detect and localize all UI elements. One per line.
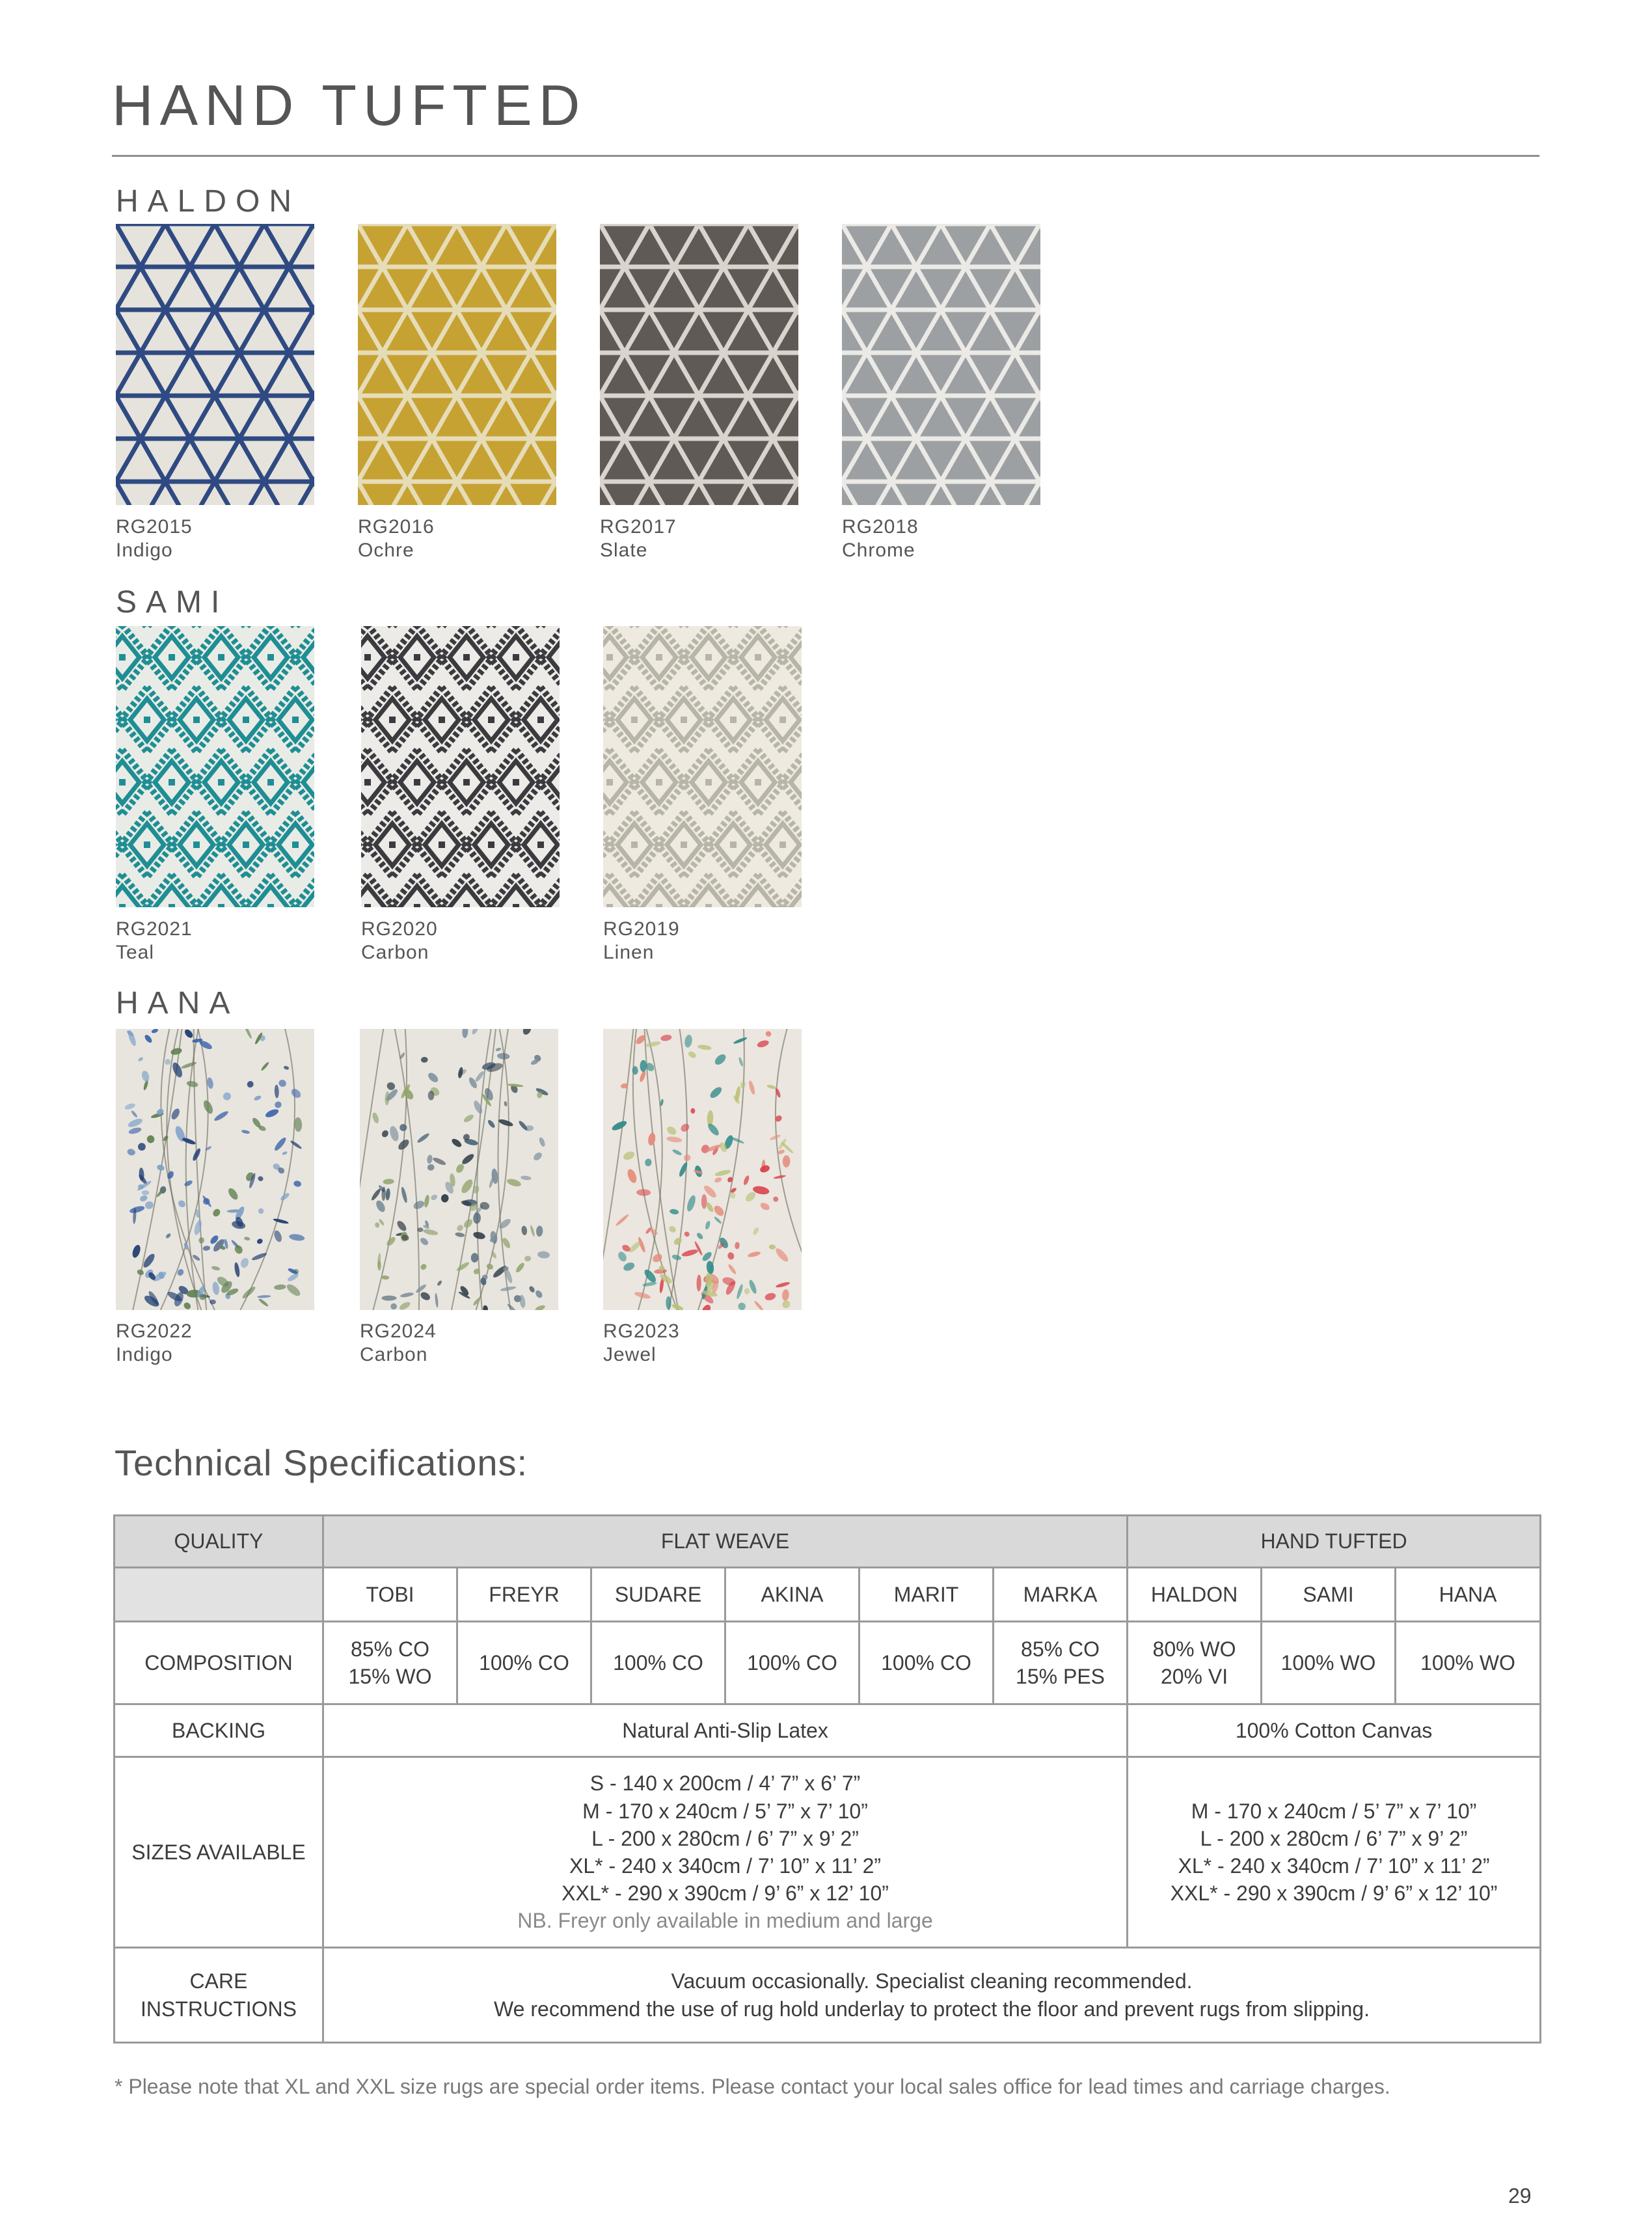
product-code: RG2015 [116, 516, 193, 538]
product-code: RG2023 [603, 1320, 680, 1342]
composition-line: 20% VI [1160, 1665, 1228, 1688]
collection-title-sami: SAMI [116, 585, 229, 620]
footnote: * Please note that XL and XXL size rugs are special order items. Please contact your local sales office for lead times and carriage charges. [115, 2075, 1390, 2098]
title-divider [112, 155, 1539, 157]
product-code: RG2024 [360, 1320, 437, 1342]
table-row [115, 1622, 1541, 1704]
rug-swatch-rg2023[interactable] [603, 1029, 802, 1310]
row-label-care [115, 1948, 323, 2043]
care-label-line: CARE [189, 1969, 248, 1993]
sizes-hand-tufted [1128, 1757, 1541, 1948]
product-header: FREYR [457, 1568, 591, 1622]
composition-cell [994, 1622, 1128, 1704]
product-code: RG2020 [361, 918, 438, 940]
product-header: MARIT [860, 1568, 994, 1622]
rug-swatch-rg2022[interactable] [116, 1029, 314, 1310]
sizes-note: NB. Freyr only available in medium and large [517, 1909, 933, 1933]
product-color: Ochre [358, 540, 414, 561]
product-header: AKINA [725, 1568, 860, 1622]
composition-line: 100% CO [881, 1650, 971, 1675]
row-label-composition: COMPOSITION [115, 1622, 323, 1704]
spec-title: Technical Specifications: [115, 1442, 528, 1483]
table-row [115, 1757, 1541, 1948]
size-line: XL* - 240 x 340cm / 7’ 10” x 11’ 2” [1178, 1854, 1490, 1878]
row-label-empty [115, 1568, 323, 1622]
page-title: HAND TUFTED [112, 73, 587, 137]
group-flat-weave: FLAT WEAVE [323, 1516, 1128, 1568]
product-color: Carbon [361, 942, 429, 963]
composition-line: 100% CO [613, 1650, 703, 1675]
composition-cell [725, 1622, 860, 1704]
rug-swatch-rg2020[interactable] [361, 626, 560, 907]
product-header: TOBI [323, 1568, 457, 1622]
collection-title-hana: HANA [116, 986, 239, 1020]
product-code: RG2017 [600, 516, 677, 538]
composition-line: 100% CO [479, 1650, 569, 1675]
product-code: RG2022 [116, 1320, 193, 1342]
table-row [115, 1704, 1541, 1757]
care-instructions [323, 1948, 1541, 2043]
composition-line: 85% CO [1021, 1637, 1100, 1661]
composition-cell [457, 1622, 591, 1704]
product-color: Chrome [842, 540, 915, 561]
product-color: Jewel [603, 1344, 657, 1365]
product-code: RG2016 [358, 516, 435, 538]
product-code: RG2019 [603, 918, 680, 940]
sizes-flat-weave [323, 1757, 1128, 1948]
composition-line: 100% WO [1420, 1650, 1515, 1675]
size-line: XXL* - 290 x 390cm / 9’ 6” x 12’ 10” [1170, 1881, 1498, 1906]
product-header: HANA [1396, 1568, 1541, 1622]
group-hand-tufted: HAND TUFTED [1128, 1516, 1541, 1568]
rug-swatch-rg2015[interactable] [116, 224, 314, 505]
rug-swatch-rg2017[interactable] [600, 224, 798, 505]
table-row [115, 1568, 1541, 1622]
product-header: HALDON [1128, 1568, 1262, 1622]
size-line: M - 170 x 240cm / 5’ 7” x 7’ 10” [1191, 1799, 1477, 1823]
size-line: L - 200 x 280cm / 6’ 7” x 9’ 2” [1200, 1826, 1468, 1850]
care-line: Vacuum occasionally. Specialist cleaning recommended. [671, 1969, 1193, 1993]
product-header: MARKA [994, 1568, 1128, 1622]
rug-swatch-rg2016[interactable] [358, 224, 556, 505]
composition-cell [1262, 1622, 1396, 1704]
rug-swatch-rg2019[interactable] [603, 626, 802, 907]
page-number: 29 [1508, 2184, 1532, 2208]
size-line: XL* - 240 x 340cm / 7’ 10” x 11’ 2” [569, 1854, 882, 1878]
composition-cell [323, 1622, 457, 1704]
composition-line: 80% WO [1152, 1637, 1236, 1661]
size-line: L - 200 x 280cm / 6’ 7” x 9’ 2” [591, 1826, 859, 1850]
collection-title-haldon: HALDON [116, 184, 301, 219]
care-label-line: INSTRUCTIONS [141, 1997, 297, 2021]
composition-line: 15% PES [1016, 1665, 1105, 1688]
composition-line: 85% CO [351, 1637, 429, 1661]
row-label-backing: BACKING [115, 1704, 323, 1757]
product-color: Indigo [116, 1344, 173, 1365]
backing-hand-tufted: 100% Cotton Canvas [1128, 1704, 1541, 1757]
backing-flat-weave: Natural Anti-Slip Latex [323, 1704, 1128, 1757]
composition-line: 100% CO [747, 1650, 837, 1675]
product-code: RG2018 [842, 516, 919, 538]
composition-cell [860, 1622, 994, 1704]
product-color: Linen [603, 942, 655, 963]
table-row [115, 1516, 1541, 1568]
composition-line: 100% WO [1280, 1650, 1376, 1675]
size-line: S - 140 x 200cm / 4’ 7” x 6’ 7” [589, 1771, 861, 1796]
composition-cell [591, 1622, 725, 1704]
composition-cell [1396, 1622, 1541, 1704]
product-code: RG2021 [116, 918, 193, 940]
product-color: Teal [116, 942, 155, 963]
size-line: M - 170 x 240cm / 5’ 7” x 7’ 10” [582, 1799, 868, 1823]
table-row [115, 1948, 1541, 2043]
size-line: XXL* - 290 x 390cm / 9’ 6” x 12’ 10” [562, 1881, 889, 1906]
product-color: Slate [600, 540, 648, 561]
composition-cell [1128, 1622, 1262, 1704]
product-color: Indigo [116, 540, 173, 561]
care-line: We recommend the use of rug hold underlay to protect the floor and prevent rugs from slipping. [494, 1997, 1370, 2021]
row-label-sizes: SIZES AVAILABLE [115, 1757, 323, 1948]
rug-swatch-rg2021[interactable] [116, 626, 314, 907]
product-header: SAMI [1262, 1568, 1396, 1622]
rug-swatch-rg2024[interactable] [360, 1029, 558, 1310]
product-header: SUDARE [591, 1568, 725, 1622]
rug-swatch-rg2018[interactable] [842, 224, 1040, 505]
product-color: Carbon [360, 1344, 428, 1365]
composition-line: 15% WO [348, 1665, 432, 1688]
row-label-quality: QUALITY [115, 1516, 323, 1568]
spec-table [113, 1514, 1541, 2044]
